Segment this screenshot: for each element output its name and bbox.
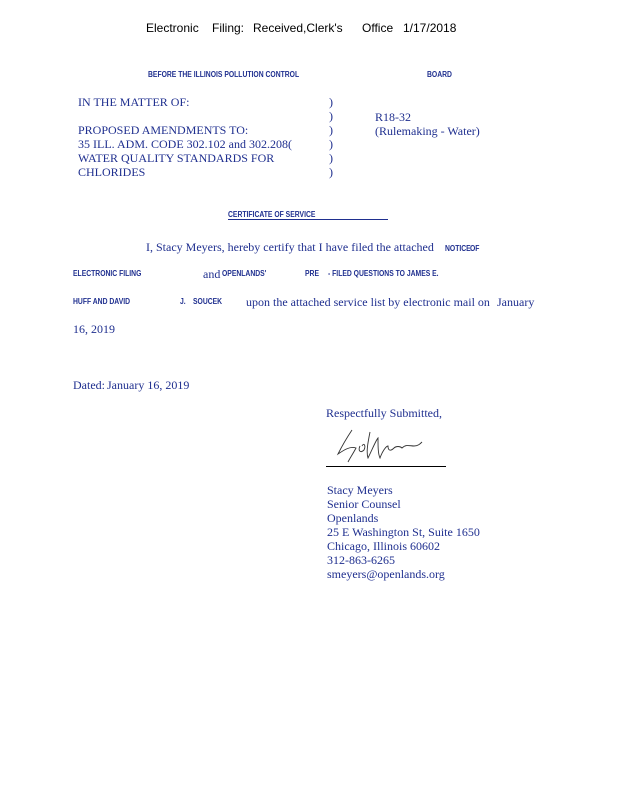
soucek: SOUCEK — [193, 297, 223, 306]
signer-title: Senior Counsel — [327, 497, 401, 511]
caption-line-3: WATER QUALITY STANDARDS FOR — [78, 151, 275, 165]
certificate-underline — [228, 219, 388, 220]
caption-line-4: CHLORIDES — [78, 165, 146, 179]
signer-phone: 312-863-6265 — [327, 553, 395, 567]
signer-city: Chicago, Illinois 60602 — [327, 539, 440, 553]
huff-david: HUFF AND DAVID — [73, 297, 131, 306]
stamp-received: Received,Clerk's — [253, 21, 343, 35]
date-line: 16, 2019 — [73, 322, 115, 336]
caption-paren: ) — [329, 165, 333, 179]
signer-name: Stacy Meyers — [327, 483, 393, 497]
signature-line — [326, 466, 446, 467]
caption-line-1: PROPOSED AMENDMENTS TO: — [78, 123, 249, 137]
caption-paren: ) — [329, 137, 333, 151]
openlands-word: OPENLANDS' — [222, 269, 267, 278]
caption-matter: IN THE MATTER OF: — [78, 95, 190, 109]
pre-word: PRE — [305, 269, 319, 278]
board-heading-right: BOARD — [427, 70, 452, 79]
stamp-office: Office — [362, 21, 394, 35]
j-initial: J. — [180, 297, 186, 306]
of-word: OF — [470, 244, 480, 253]
service-list-text: upon the attached service list by electronic mail on — [246, 295, 490, 309]
board-heading-left: BEFORE THE ILLINOIS POLLUTION CONTROL — [148, 70, 300, 79]
caption-paren: ) — [329, 109, 333, 123]
caption-paren: ) — [329, 95, 333, 109]
certificate-title: CERTIFICATE OF SERVICE — [228, 210, 316, 219]
caption-line-2: 35 ILL. ADM. CODE 302.102 and 302.208( — [78, 137, 292, 151]
dated-value: January 16, 2019 — [107, 378, 190, 392]
dated-label: Dated: — [73, 378, 105, 392]
electronic-filing: ELECTRONIC FILING — [73, 269, 142, 278]
and-word: and — [203, 267, 221, 281]
stamp-filing: Filing: — [212, 21, 245, 35]
signer-address: 25 E Washington St, Suite 1650 — [327, 525, 480, 539]
certify-sentence: I, Stacy Meyers, hereby certify that I have filed the attached — [146, 240, 434, 254]
filed-questions: - FILED QUESTIONS TO JAMES E. — [328, 269, 439, 278]
stamp-electronic: Electronic — [146, 21, 199, 35]
handwritten-signature — [330, 424, 430, 464]
stamp-date: 1/17/2018 — [403, 21, 457, 35]
caption-paren: ) — [329, 123, 333, 137]
signer-email[interactable]: smeyers@openlands.org — [327, 567, 445, 581]
case-type: (Rulemaking - Water) — [375, 124, 480, 138]
january-word: January — [497, 295, 535, 309]
signer-org: Openlands — [327, 511, 379, 525]
notice-word: NOTICE — [445, 244, 471, 253]
closing: Respectfully Submitted, — [326, 406, 442, 420]
case-number: R18-32 — [375, 110, 411, 124]
caption-paren: ) — [329, 151, 333, 165]
